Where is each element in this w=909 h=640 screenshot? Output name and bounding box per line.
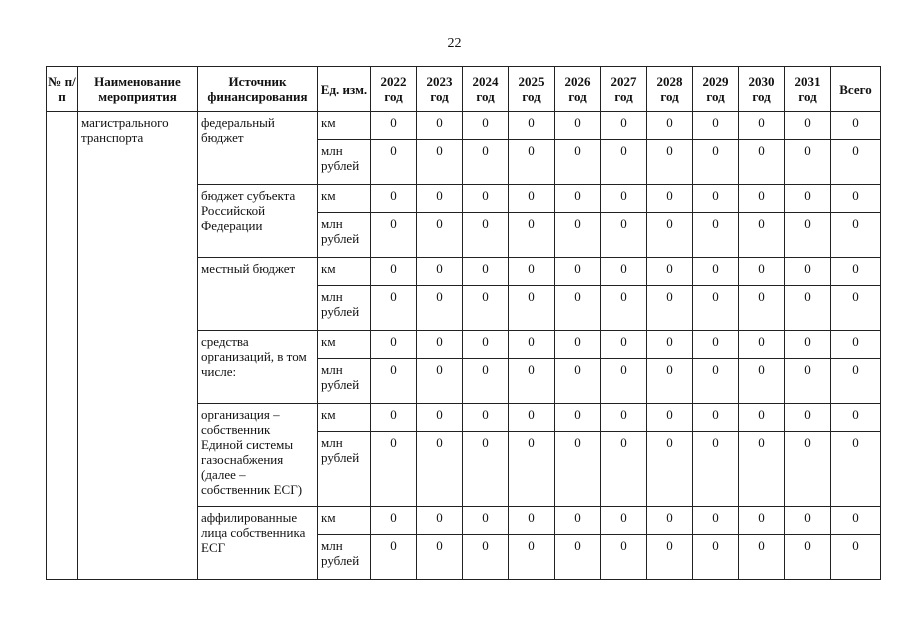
year-value-cell: 0 — [693, 185, 739, 213]
year-value-cell: 0 — [739, 507, 785, 535]
year-value-cell: 0 — [601, 213, 647, 258]
year-value-cell: 0 — [509, 258, 555, 286]
unit-cell: млн рублей — [318, 140, 371, 185]
year-value-cell: 0 — [739, 140, 785, 185]
year-value-cell: 0 — [647, 404, 693, 432]
header-name: Наименование мероприятия — [78, 67, 198, 112]
year-value-cell: 0 — [785, 258, 831, 286]
year-value-cell: 0 — [555, 359, 601, 404]
year-value-cell: 0 — [693, 507, 739, 535]
header-unit: Ед. изм. — [318, 67, 371, 112]
header-num: № п/п — [47, 67, 78, 112]
year-value-cell: 0 — [417, 359, 463, 404]
header-source: Источник финансирования — [198, 67, 318, 112]
year-value-cell: 0 — [555, 286, 601, 331]
year-value-cell: 0 — [555, 432, 601, 507]
year-value-cell: 0 — [509, 140, 555, 185]
year-value-cell: 0 — [463, 432, 509, 507]
financing-source-cell: федеральный бюджет — [198, 112, 318, 185]
year-value-cell: 0 — [739, 213, 785, 258]
year-value-cell: 0 — [647, 432, 693, 507]
header-year: 2030 год — [739, 67, 785, 112]
year-value-cell: 0 — [371, 213, 417, 258]
year-value-cell: 0 — [601, 432, 647, 507]
year-value-cell: 0 — [785, 185, 831, 213]
unit-cell: млн рублей — [318, 359, 371, 404]
year-value-cell: 0 — [647, 185, 693, 213]
year-value-cell: 0 — [785, 359, 831, 404]
year-value-cell: 0 — [555, 112, 601, 140]
year-value-cell: 0 — [463, 140, 509, 185]
year-value-cell: 0 — [693, 535, 739, 580]
year-value-cell: 0 — [739, 359, 785, 404]
year-value-cell: 0 — [785, 331, 831, 359]
year-value-cell: 0 — [371, 404, 417, 432]
year-value-cell: 0 — [785, 404, 831, 432]
year-value-cell: 0 — [371, 359, 417, 404]
year-value-cell: 0 — [371, 112, 417, 140]
year-value-cell: 0 — [417, 112, 463, 140]
year-value-cell: 0 — [647, 213, 693, 258]
header-year: 2026 год — [555, 67, 601, 112]
year-value-cell: 0 — [371, 185, 417, 213]
year-value-cell: 0 — [601, 359, 647, 404]
year-value-cell: 0 — [601, 286, 647, 331]
year-value-cell: 0 — [693, 140, 739, 185]
total-value-cell: 0 — [831, 112, 881, 140]
year-value-cell: 0 — [371, 331, 417, 359]
year-value-cell: 0 — [601, 535, 647, 580]
year-value-cell: 0 — [647, 112, 693, 140]
year-value-cell: 0 — [693, 331, 739, 359]
year-value-cell: 0 — [371, 507, 417, 535]
financing-source-cell: аффилированные лица собственника ЕСГ — [198, 507, 318, 580]
year-value-cell: 0 — [739, 258, 785, 286]
year-value-cell: 0 — [463, 404, 509, 432]
year-value-cell: 0 — [463, 258, 509, 286]
year-value-cell: 0 — [417, 331, 463, 359]
page-number: 22 — [447, 36, 462, 51]
header-total: Всего — [831, 67, 881, 112]
activity-name-cell: магистрального транспорта — [78, 112, 198, 580]
total-value-cell: 0 — [831, 359, 881, 404]
year-value-cell: 0 — [601, 140, 647, 185]
total-value-cell: 0 — [831, 404, 881, 432]
table-body — [47, 112, 881, 580]
header-year: 2027 год — [601, 67, 647, 112]
year-value-cell: 0 — [785, 112, 831, 140]
year-value-cell: 0 — [555, 535, 601, 580]
year-value-cell: 0 — [463, 286, 509, 331]
total-value-cell: 0 — [831, 140, 881, 185]
year-value-cell: 0 — [509, 535, 555, 580]
total-value-cell: 0 — [831, 331, 881, 359]
year-value-cell: 0 — [693, 404, 739, 432]
year-value-cell: 0 — [509, 432, 555, 507]
year-value-cell: 0 — [693, 258, 739, 286]
total-value-cell: 0 — [831, 432, 881, 507]
header-year: 2029 год — [693, 67, 739, 112]
financing-source-cell: бюджет субъекта Российской Федерации — [198, 185, 318, 258]
unit-cell: млн рублей — [318, 432, 371, 507]
year-value-cell: 0 — [555, 185, 601, 213]
year-value-cell: 0 — [739, 331, 785, 359]
year-value-cell: 0 — [417, 258, 463, 286]
unit-cell: км — [318, 331, 371, 359]
total-value-cell: 0 — [831, 286, 881, 331]
year-value-cell: 0 — [739, 432, 785, 507]
year-value-cell: 0 — [647, 258, 693, 286]
year-value-cell: 0 — [739, 404, 785, 432]
header-year: 2022 год — [371, 67, 417, 112]
total-value-cell: 0 — [831, 507, 881, 535]
year-value-cell: 0 — [739, 535, 785, 580]
total-value-cell: 0 — [831, 213, 881, 258]
header-year: 2028 год — [647, 67, 693, 112]
year-value-cell: 0 — [417, 404, 463, 432]
year-value-cell: 0 — [785, 140, 831, 185]
year-value-cell: 0 — [463, 331, 509, 359]
year-value-cell: 0 — [739, 185, 785, 213]
year-value-cell: 0 — [693, 213, 739, 258]
year-value-cell: 0 — [555, 213, 601, 258]
year-value-cell: 0 — [693, 286, 739, 331]
year-value-cell: 0 — [463, 507, 509, 535]
financing-source-cell: местный бюджет — [198, 258, 318, 331]
year-value-cell: 0 — [785, 286, 831, 331]
year-value-cell: 0 — [601, 185, 647, 213]
year-value-cell: 0 — [647, 140, 693, 185]
year-value-cell: 0 — [785, 213, 831, 258]
unit-cell: км — [318, 507, 371, 535]
year-value-cell: 0 — [509, 286, 555, 331]
year-value-cell: 0 — [647, 331, 693, 359]
year-value-cell: 0 — [647, 507, 693, 535]
year-value-cell: 0 — [555, 140, 601, 185]
year-value-cell: 0 — [417, 507, 463, 535]
year-value-cell: 0 — [371, 432, 417, 507]
year-value-cell: 0 — [693, 359, 739, 404]
financing-table — [46, 66, 881, 580]
year-value-cell: 0 — [371, 535, 417, 580]
year-value-cell: 0 — [417, 213, 463, 258]
unit-cell: км — [318, 258, 371, 286]
year-value-cell: 0 — [417, 286, 463, 331]
table-row — [47, 112, 881, 140]
total-value-cell: 0 — [831, 258, 881, 286]
year-value-cell: 0 — [693, 112, 739, 140]
year-value-cell: 0 — [555, 507, 601, 535]
year-value-cell: 0 — [509, 331, 555, 359]
year-value-cell: 0 — [417, 535, 463, 580]
year-value-cell: 0 — [371, 286, 417, 331]
year-value-cell: 0 — [509, 213, 555, 258]
header-row — [47, 67, 881, 112]
header-year: 2023 год — [417, 67, 463, 112]
year-value-cell: 0 — [647, 286, 693, 331]
unit-cell: млн рублей — [318, 535, 371, 580]
year-value-cell: 0 — [555, 331, 601, 359]
year-value-cell: 0 — [509, 507, 555, 535]
row-number-cell — [47, 112, 78, 580]
year-value-cell: 0 — [463, 185, 509, 213]
year-value-cell: 0 — [463, 359, 509, 404]
year-value-cell: 0 — [601, 331, 647, 359]
unit-cell: млн рублей — [318, 213, 371, 258]
year-value-cell: 0 — [417, 185, 463, 213]
unit-cell: км — [318, 404, 371, 432]
year-value-cell: 0 — [555, 404, 601, 432]
year-value-cell: 0 — [509, 112, 555, 140]
year-value-cell: 0 — [417, 140, 463, 185]
year-value-cell: 0 — [785, 535, 831, 580]
header-year: 2031 год — [785, 67, 831, 112]
year-value-cell: 0 — [601, 507, 647, 535]
year-value-cell: 0 — [509, 404, 555, 432]
year-value-cell: 0 — [647, 359, 693, 404]
total-value-cell: 0 — [831, 535, 881, 580]
year-value-cell: 0 — [509, 359, 555, 404]
unit-cell: км — [318, 112, 371, 140]
year-value-cell: 0 — [509, 185, 555, 213]
year-value-cell: 0 — [601, 404, 647, 432]
header-year: 2025 год — [509, 67, 555, 112]
year-value-cell: 0 — [463, 535, 509, 580]
year-value-cell: 0 — [785, 507, 831, 535]
year-value-cell: 0 — [601, 112, 647, 140]
year-value-cell: 0 — [417, 432, 463, 507]
financing-source-cell: организация – собственник Единой системы газоснабжения (далее – собственник ЕСГ) — [198, 404, 318, 507]
unit-cell: млн рублей — [318, 286, 371, 331]
year-value-cell: 0 — [371, 140, 417, 185]
total-value-cell: 0 — [831, 185, 881, 213]
year-value-cell: 0 — [371, 258, 417, 286]
year-value-cell: 0 — [601, 258, 647, 286]
year-value-cell: 0 — [463, 213, 509, 258]
year-value-cell: 0 — [693, 432, 739, 507]
header-year: 2024 год — [463, 67, 509, 112]
financing-source-cell: средства организаций, в том числе: — [198, 331, 318, 404]
unit-cell: км — [318, 185, 371, 213]
year-value-cell: 0 — [647, 535, 693, 580]
year-value-cell: 0 — [785, 432, 831, 507]
year-value-cell: 0 — [463, 112, 509, 140]
year-value-cell: 0 — [739, 112, 785, 140]
year-value-cell: 0 — [555, 258, 601, 286]
year-value-cell: 0 — [739, 286, 785, 331]
